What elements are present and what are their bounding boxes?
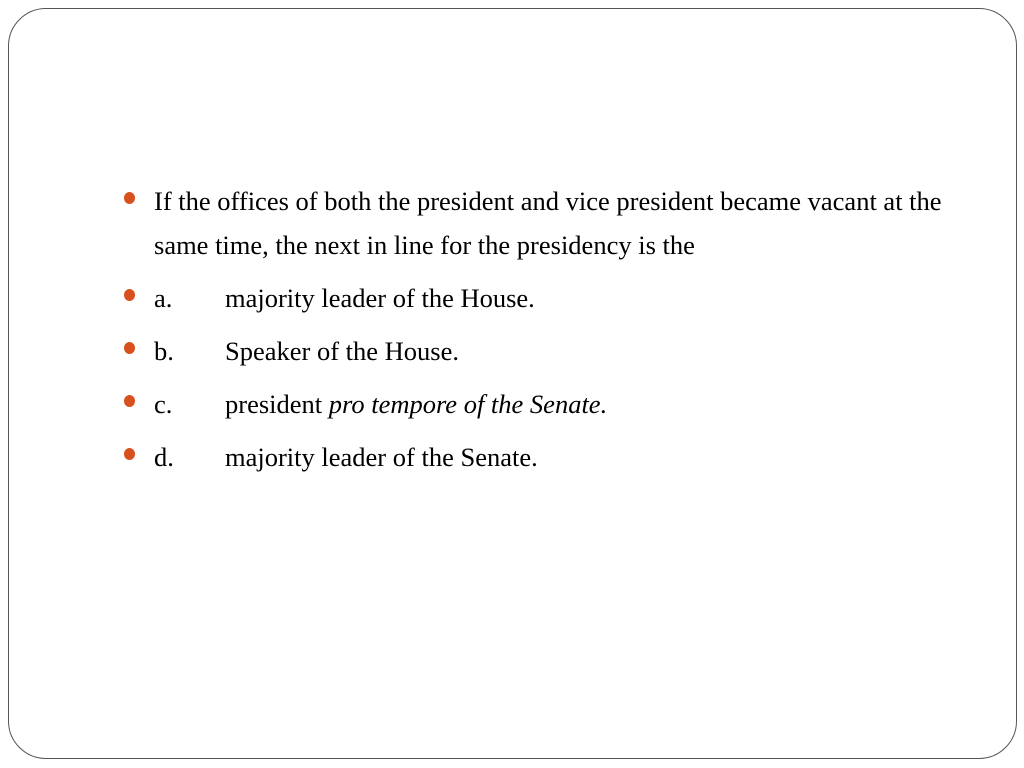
option-letter: a. <box>154 283 173 313</box>
option-italic-text: pro tempore of the Senate. <box>328 389 608 419</box>
bullet-dot-icon <box>124 342 135 354</box>
slide-frame <box>8 8 1017 759</box>
option-text: Speaker of the House. <box>225 336 460 366</box>
option-b <box>121 329 981 373</box>
option-text: president <box>225 389 329 419</box>
option-letter: c. <box>154 389 173 419</box>
bullet-dot-icon <box>124 289 135 301</box>
option-a <box>121 276 981 320</box>
bullet-dot-icon <box>124 192 135 204</box>
option-d <box>121 435 981 479</box>
option-letter: d. <box>154 442 174 472</box>
question-item <box>121 179 981 267</box>
option-letter: b. <box>154 336 174 366</box>
option-c <box>121 382 981 426</box>
question-text: If the offices of both the president and vice president became vacant at the same time, the next in line for the presidency is the <box>154 186 942 260</box>
bullet-dot-icon <box>124 448 135 460</box>
option-text: majority leader of the Senate. <box>225 442 538 472</box>
bullet-list <box>121 179 981 488</box>
bullet-dot-icon <box>124 395 135 407</box>
option-text: majority leader of the House. <box>225 283 535 313</box>
